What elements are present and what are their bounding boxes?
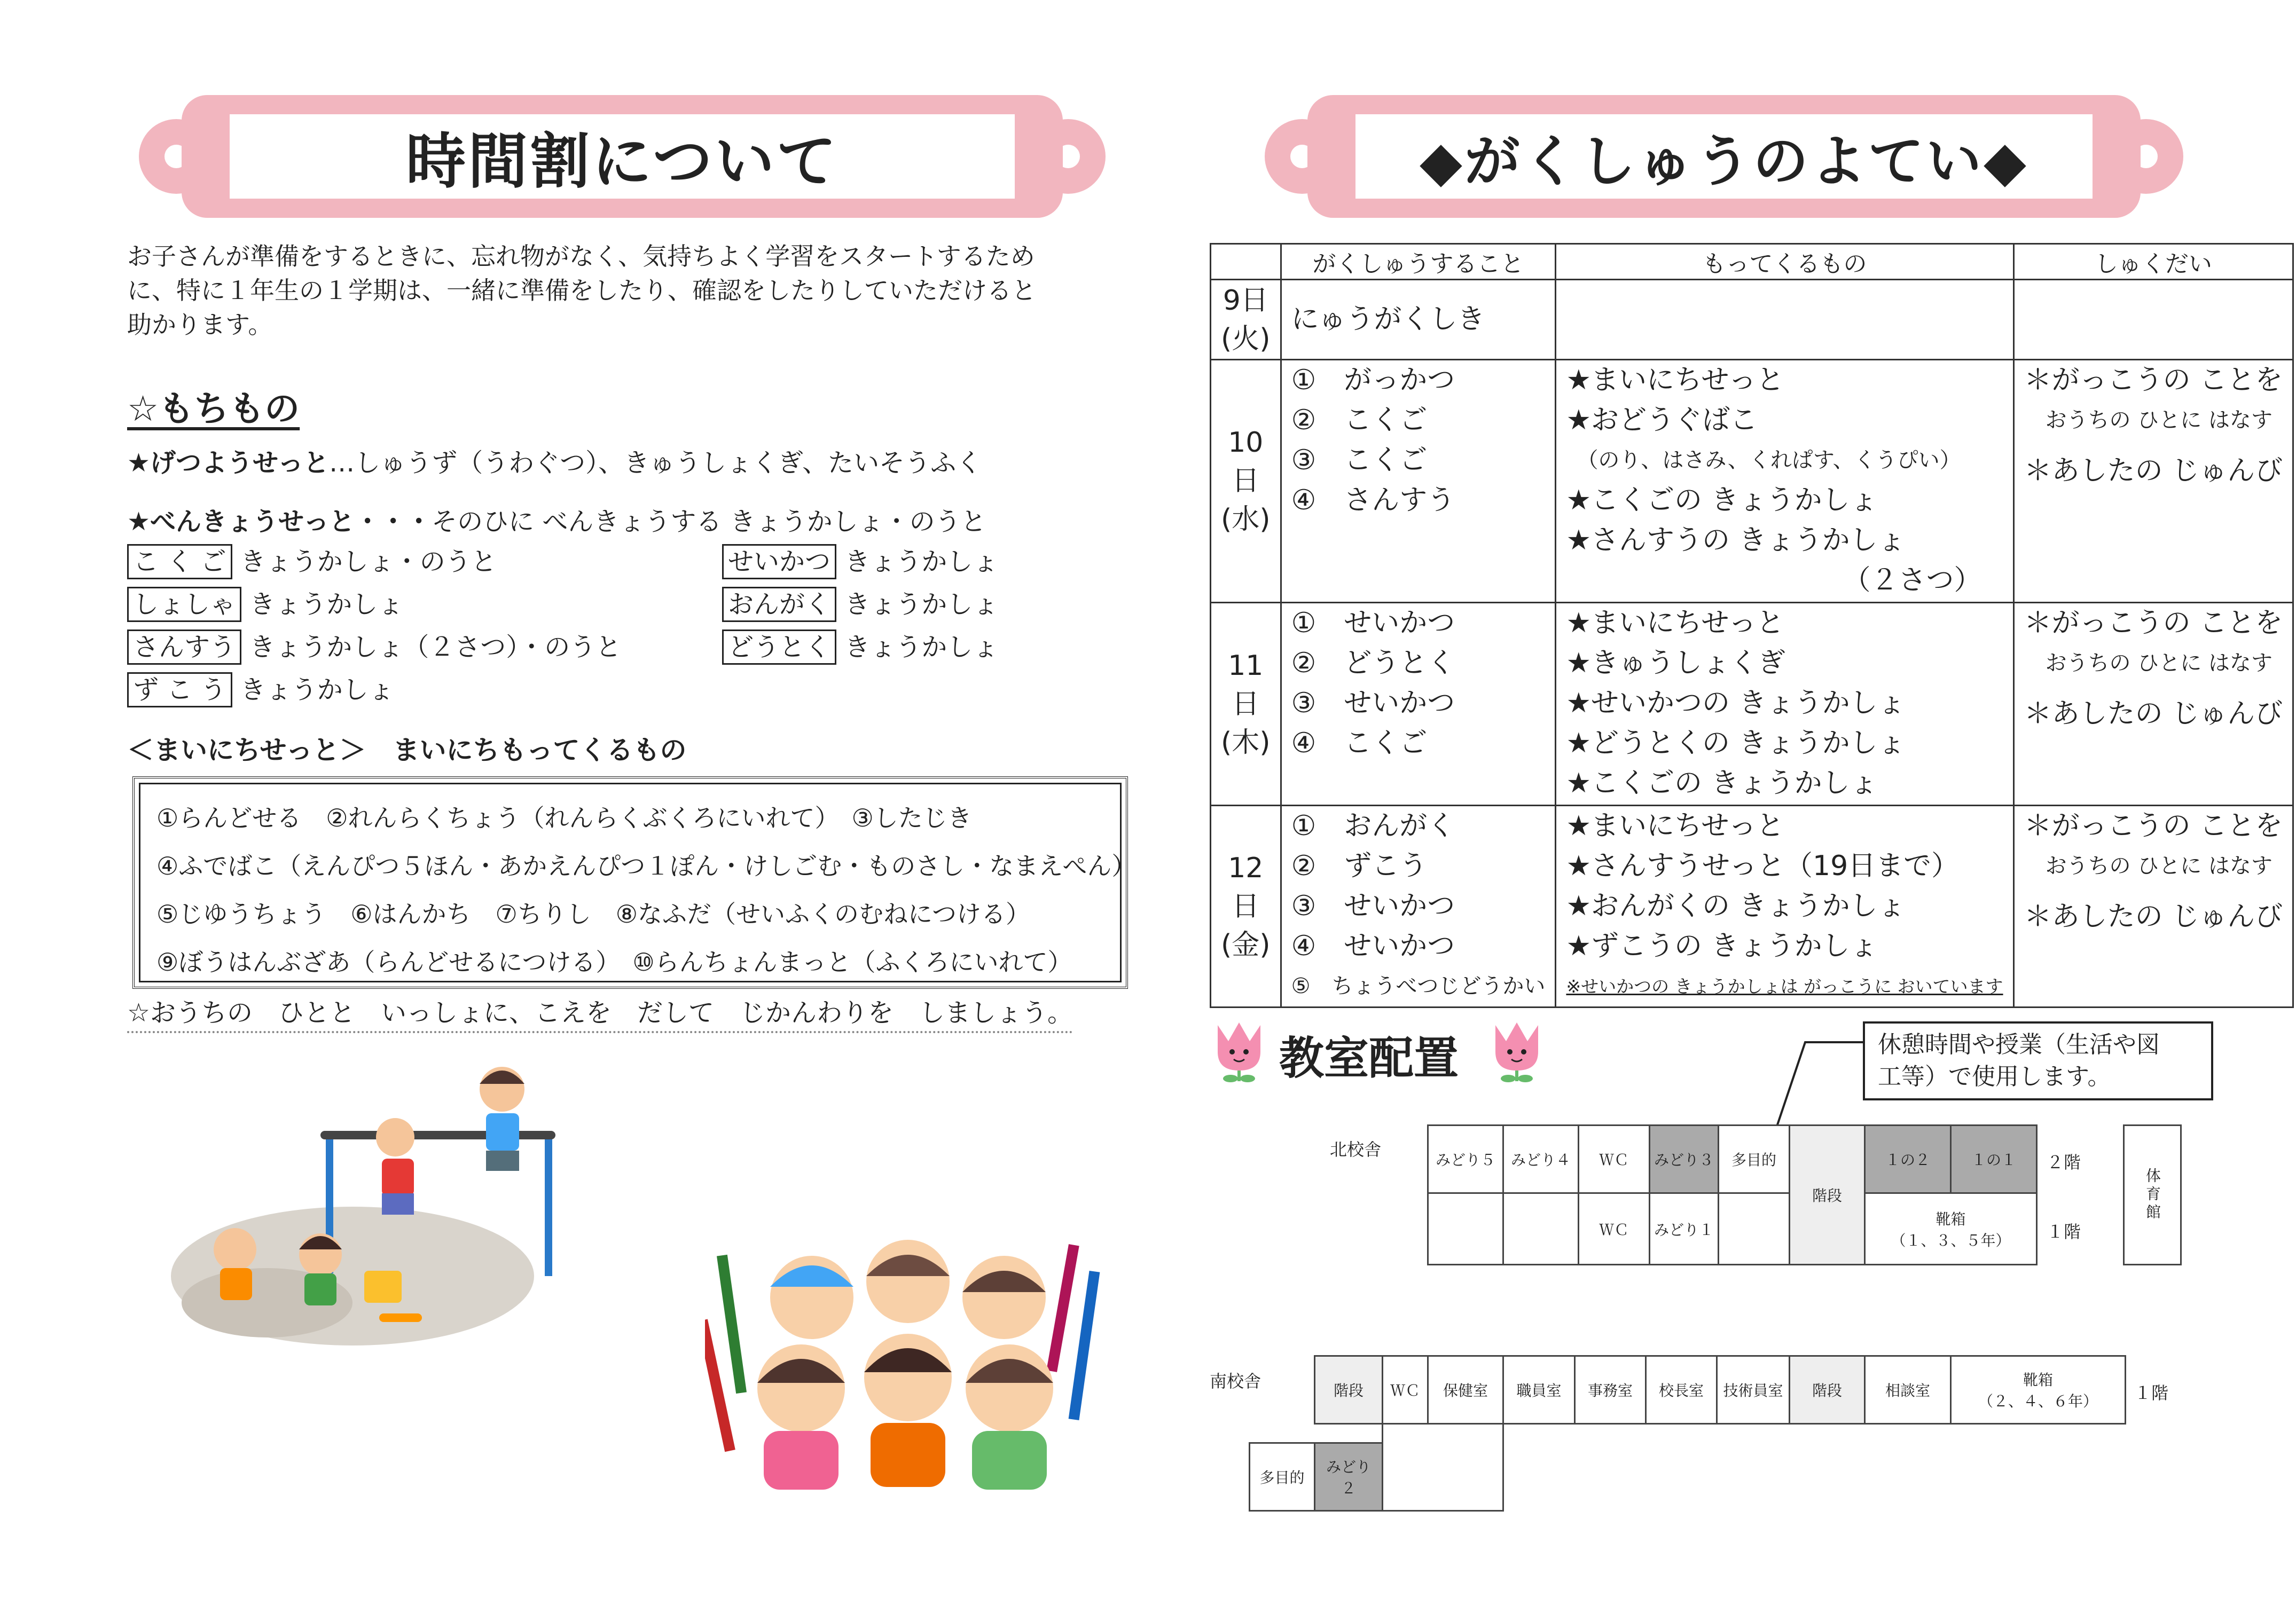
room-sodan: 相談室 [1864, 1355, 1952, 1425]
floor-1-label-north: １階 [2047, 1222, 2081, 1242]
table-row: 11日 (木) ① せいかつ ② どうとく ③ せいかつ ④ こくご ★まいにちせっと ★きゅうしょくぎ ★せいかつの きょうかしょ ★どうとくの きょうかしょ ★こくごの きょうかしょ ＊がっこうの ことを おうちの ひとに はなす ＊あしたの じゅんび [1211, 603, 2293, 806]
table-row: 10日 (水) ① がっかつ ② こくご ③ こくご ④ さんすう ★まいにちせっと ★おどうぐばこ （のり、はさみ、くれぱす、くうぴい） ★こくごの きょうかしょ ★さんすうの きょうかしょ （２さつ） ＊がっこうの ことを おうちの ひとに はなす ＊あしたの じゅんび [1211, 360, 2293, 603]
floor-2-label: ２階 [2047, 1152, 2081, 1173]
daily-row: ①らんどせる ②れんらくちょう（れんらくぶくろにいれて） ③したじき [156, 804, 972, 832]
subjects-right [722, 540, 998, 668]
room-midori1: みどり１ [1649, 1192, 1719, 1265]
stairs-south-1: 階段 [1314, 1355, 1383, 1425]
stairs-south-2: 階段 [1789, 1355, 1866, 1425]
shoe-box-north: 靴箱 （１、３、５年） [1864, 1192, 2038, 1265]
room-tamokuteki-north: 多目的 [1718, 1124, 1790, 1194]
room-blank-south [1382, 1423, 1504, 1512]
daily-row: ⑤じゆうちょう ⑥はんかち ⑦ちりし ⑧なふだ（せいふくのむねにつける） [156, 900, 1031, 928]
closing-line: ☆おうちの ひとと いっしょに、こえを だして じかんわりを しましょう。 [127, 992, 1073, 1033]
room-hoken: 保健室 [1427, 1355, 1504, 1425]
left-banner-title: 時間割について [230, 114, 1015, 199]
daily-set-box [132, 776, 1137, 989]
subject-row: ず こ う きょうかしょ [127, 668, 621, 711]
mochimono-heading: ☆もちもの [127, 388, 300, 429]
room-blank-1 [1427, 1192, 1504, 1265]
playground-illustration [171, 1052, 577, 1372]
usage-note: 休憩時間や授業（生活や図 工等）で使用します。 [1863, 1021, 2213, 1100]
room-gijutsu: 技術員室 [1716, 1355, 1790, 1425]
room-shokuin: 職員室 [1502, 1355, 1576, 1425]
tulip-icon [1207, 1014, 1271, 1084]
daily-row: ⑨ぼうはんぶざあ（らんどせるにつける） ⑩らんちょんまっと（ふくろにいれて） [156, 948, 1072, 977]
intro-paragraph: お子さんが準備をするときに、忘れ物がなく、気持ちよく学習をスタートするため に、特に１年生の１学期は、一緒に準備をしたり、確認をしたりしていただけると 助かります。 [127, 242, 1036, 339]
left-banner [182, 95, 1063, 218]
room-midori5: みどり５ [1427, 1124, 1504, 1194]
subject-row: こ く ご きょうかしょ・のうと [127, 540, 621, 583]
room-wc-1f: ＷＣ [1578, 1192, 1650, 1265]
gymnasium: 体育館 [2123, 1124, 2182, 1265]
daily-row: ④ふでばこ（えんぴつ５ほん・あかえんぴつ１ぽん・けしごむ・ものさし・なまえぺん） [156, 852, 1137, 880]
subject-row: さんすう きょうかしょ（２さつ）・のうと [127, 626, 621, 668]
room-1-1: １の１ [1950, 1124, 2038, 1194]
table-header-row [1211, 244, 2293, 280]
room-midori3: みどり３ [1649, 1124, 1719, 1194]
right-banner [1307, 95, 2141, 218]
floor-1-label-south: １階 [2134, 1383, 2169, 1403]
room-midori4: みどり４ [1502, 1124, 1579, 1194]
table-row: 12日 (金) ① おんがく ② ずこう ③ せいかつ ④ せいかつ ⑤ ちょうべつじどうかい ★まいにちせっと ★さんすうせっと（19日まで） ★おんがくの きょうかしょ ★ずこうの きょうかしょ ※せいかつの きょうかしょは がっこうに おいています ＊がっこうの ことを おうちの ひとに はなす ＊あしたの じゅんび [1211, 806, 2293, 1008]
benkyou-set-line: ★べんきょうせっと・・・そのひに べんきょうする きょうかしょ・のうと [127, 507, 986, 537]
room-jimu: 事務室 [1574, 1355, 1647, 1425]
stairs-north: 階段 [1789, 1124, 1866, 1265]
room-wc-2f: ＷＣ [1578, 1124, 1650, 1194]
subject-row: どうとく きょうかしょ [722, 626, 998, 668]
room-blank-3 [1718, 1192, 1790, 1265]
south-building-label: 南校舎 [1210, 1371, 1261, 1391]
room-blank-2 [1502, 1192, 1579, 1265]
room-kocho: 校長室 [1645, 1355, 1718, 1425]
north-building-label: 北校舎 [1330, 1139, 1382, 1160]
room-midori2: みどり ２ [1314, 1442, 1383, 1512]
room-1-2: １の２ [1864, 1124, 1952, 1194]
subject-row: おんがく きょうかしょ [722, 583, 998, 626]
subjects-left [127, 540, 621, 711]
schedule-table [1210, 243, 2294, 1008]
right-banner-title: ◆がくしゅうのよてい◆ [1355, 114, 2093, 199]
col-learn-header: がくしゅうすること [1281, 244, 1556, 280]
getsuyou-set-line: ★げつようせっと…しゅうず（うわぐつ）、きゅうしょくぎ、たいそうふく [127, 448, 982, 478]
daily-heading: ＜まいにちせっと＞ まいにちもってくるもの [127, 735, 687, 766]
classroom-title: 教室配置 [1279, 1032, 1459, 1084]
col-bring-header: もってくるもの [1556, 244, 2013, 280]
subject-row: しょしゃ きょうかしょ [127, 583, 621, 626]
tulip-icon [1485, 1014, 1549, 1084]
subject-row: せいかつ きょうかしょ [722, 540, 998, 583]
kids-illustration [705, 1212, 1116, 1511]
table-row: 9日 (火) にゅうがくしき [1211, 280, 2293, 360]
shoe-box-south: 靴箱 （２、４、６年） [1950, 1355, 2126, 1425]
col-homework-header: しゅくだい [2013, 244, 2293, 280]
room-wc-south: ＷＣ [1382, 1355, 1429, 1425]
room-tamokuteki-south: 多目的 [1249, 1442, 1315, 1512]
